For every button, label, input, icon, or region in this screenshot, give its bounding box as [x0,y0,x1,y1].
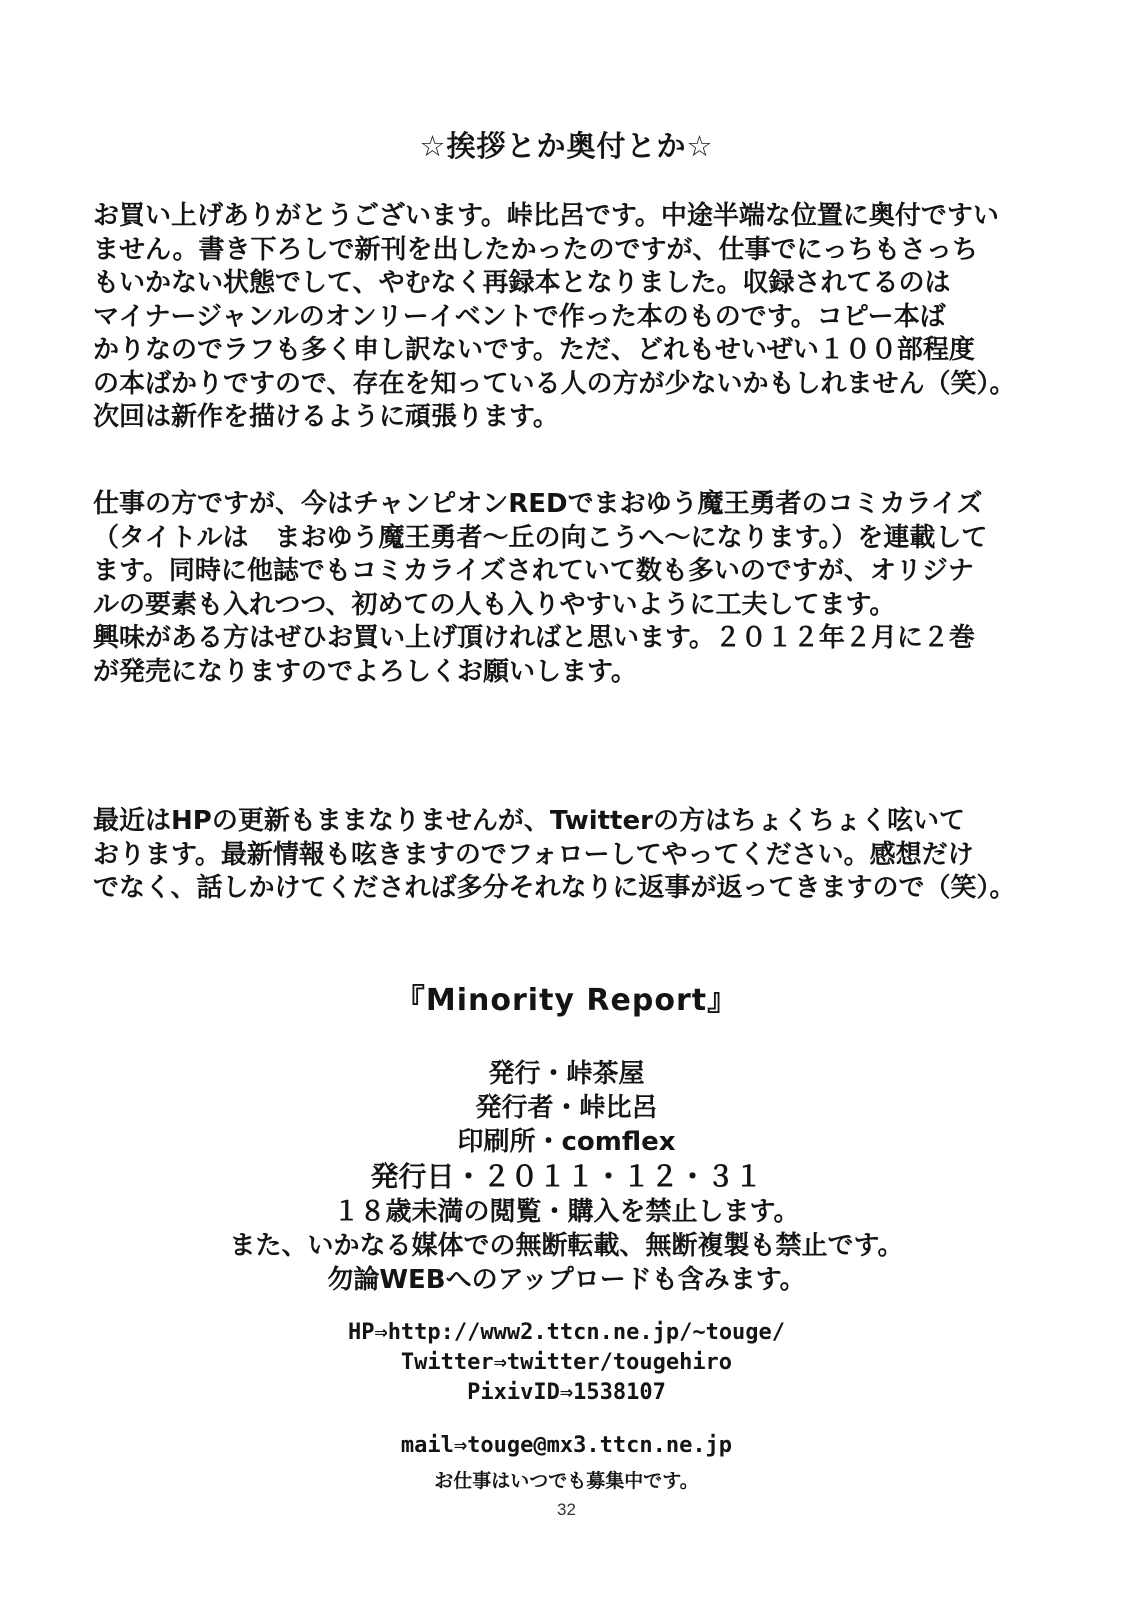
homepage-link: HP⇒http://www2.ttcn.ne.jp/~touge/ [347,1320,786,1345]
upload-prohibition-notice: 勿論WEBへのアップロードも含みます。 [327,1265,806,1295]
colophon-author: 発行者・峠比呂 [475,1093,658,1123]
paragraph-line: ルの要素も入れつつ、初めての人も入りやすいように工夫してます。 [93,589,896,620]
paragraph-line: が発売になりますのでよろしくお願いします。 [93,656,637,687]
paragraph-line: ません。書き下ろしで新刊を出したかったのですが、仕事でにっちもさっち [93,234,979,265]
paragraph-line: 興味がある方はぜひお買い上げ頂ければと思います。２０１２年２月に２巻 [93,623,975,653]
mail-address: mail⇒touge@mx3.ttcn.ne.jp [400,1433,733,1458]
paragraph-line: もいかない状態でして、やむなく再録本となりました。収録されてるのは [93,268,951,298]
reprint-prohibition-notice: また、いかなる媒体での無断転載、無断複製も禁止です。 [229,1231,904,1261]
colophon-printer: 印刷所・comflex [457,1127,676,1157]
pixiv-id: PixivID⇒1538107 [467,1380,666,1405]
work-paragraph [93,488,1053,689]
page-number: 32 [557,1500,576,1519]
paragraph-line: おります。最新情報も呟きますのでフォローしてやってください。感想だけ [93,839,974,870]
paragraph-line: （タイトルは まおゆう魔王勇者～丘の向こうへ～になります。）を連載して [93,522,988,553]
paragraph-line: 仕事の方ですが、今はチャンピオンREDでまおゆう魔王勇者のコミカライズ [93,489,983,519]
paragraph-line: ます。同時に他誌でもコミカライズされていて数も多いのですが、オリジナ [93,556,974,586]
job-offer-note: お仕事はいつでも募集中です。 [434,1470,699,1492]
page-title: ☆挨拶とか奥付とか☆ [419,129,714,163]
greeting-paragraph [93,200,1053,435]
colophon-publisher: 発行・峠茶屋 [488,1059,645,1089]
age-restriction-notice: １８歳未満の閲覧・購入を禁止します。 [333,1197,800,1227]
paragraph-line: 次回は新作を描けるように頑張ります。 [93,402,559,432]
paragraph-line: かりなのでラフも多く申し訳ないです。ただ、どれもせいぜい１００部程度 [93,335,975,365]
paragraph-line: お買い上げありがとうございます。峠比呂です。中途半端な位置に奥付ですい [93,201,999,231]
twitter-link: Twitter⇒twitter/tougehiro [400,1350,733,1375]
paragraph-line: マイナージャンルのオンリーイベントで作った本のものです。コピー本ば [93,301,946,332]
book-title: 『Minority Report』 [394,983,739,1018]
paragraph-line: の本ばかりですので、存在を知っている人の方が少ないかもしれません（笑）。 [93,368,1016,399]
colophon-date: 発行日・２０１１・１２・３１ [370,1160,763,1193]
paragraph-line: 最近はHPの更新もままなりませんが、Twitterの方はちょくちょく呟いて [93,806,965,836]
paragraph-line: でなく、話しかけてくだされば多分それなりに返事が返ってきますので（笑）。 [93,873,1016,903]
social-paragraph [93,805,1053,906]
